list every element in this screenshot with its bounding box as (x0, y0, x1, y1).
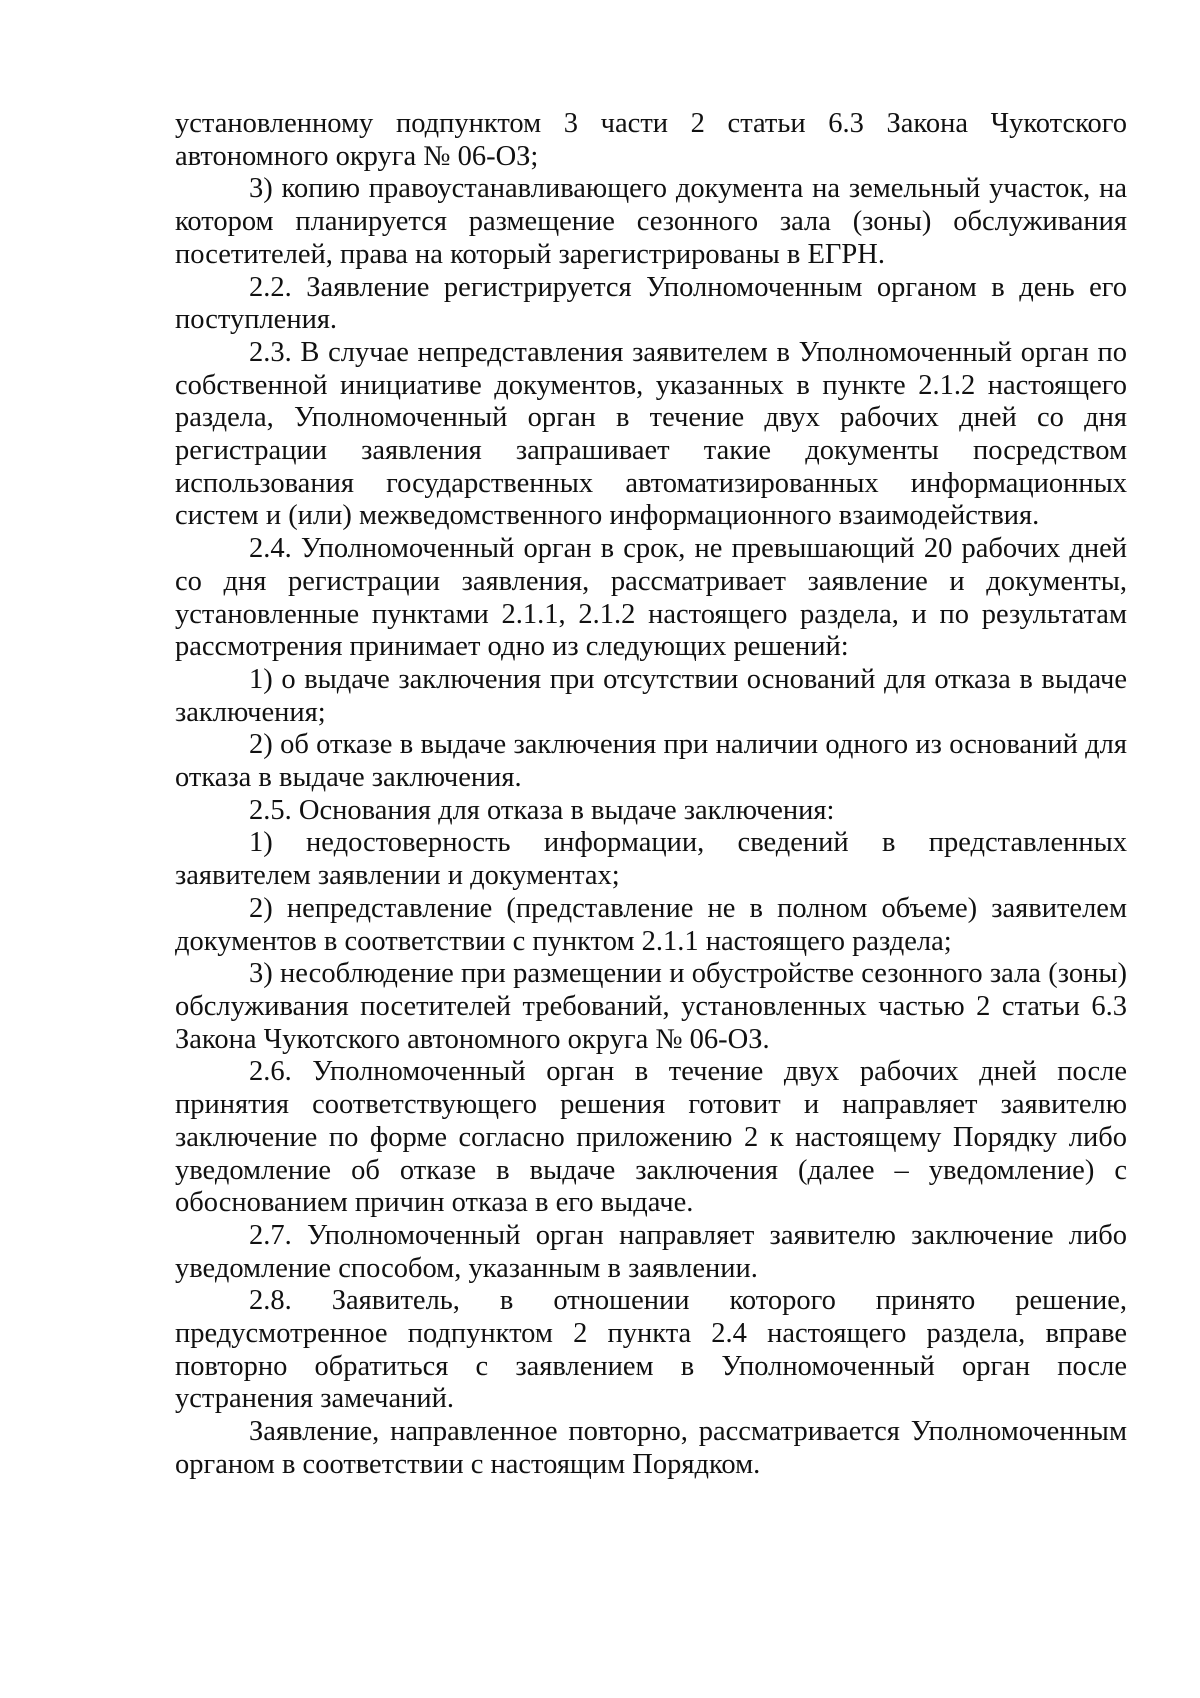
paragraph-2-3: 2.3. В случае непредставления заявителем в Уполномоченный орган по собственной инициативе документов, указанных в пункте 2.1.2 настоящего раздела, Уполномоченный орган в течение двух рабочих дней со дня регистрации заявления запрашивает такие документы посредством использования государственных автоматизированных информационных систем и (или) межведомственного информационного взаимодействия. (175, 336, 1127, 532)
paragraph-2-5-item-3: 3) несоблюдение при размещении и обустройстве сезонного зала (зоны) обслуживания посетителей требований, установленных частью 2 статьи 6.3 Закона Чукотского автономного округа № 06-ОЗ. (175, 958, 1127, 1055)
paragraph-2-6: 2.6. Уполномоченный орган в течение двух рабочих дней после принятия соответствующего решения готовит и направляет заявителю заключение по форме согласно приложению 2 к настоящему Порядку либо уведомление об отказе в выдаче заключения (далее – уведомление) с обоснованием причин отказа в его выдаче. (175, 1056, 1127, 1219)
paragraph-2-2: 2.2. Заявление регистрируется Уполномоченным органом в день его поступления. (175, 271, 1127, 336)
paragraph-continuation: установленному подпунктом 3 части 2 статьи 6.3 Закона Чукотского автономного округа № 06-ОЗ; (175, 108, 1127, 172)
paragraph-2-5: 2.5. Основания для отказа в выдаче заключения: (249, 794, 835, 826)
paragraph-repeat-application: Заявление, направленное повторно, рассматривается Уполномоченным органом в соответствии с настоящим Порядком. (175, 1416, 1127, 1480)
paragraph-2-4-item-1: 1) о выдаче заключения при отсутствии оснований для отказа в выдаче заключения; (175, 663, 1127, 728)
paragraph-2-8: 2.8. Заявитель, в отношении которого принято решение, предусмотренное подпунктом 2 пункта 2.4 настоящего раздела, вправе повторно обратиться с заявлением в Уполномоченный орган после устранения замечаний. (175, 1285, 1127, 1415)
paragraph-2-4-item-2: 2) об отказе в выдаче заключения при наличии одного из оснований для отказа в выдаче заключения. (175, 729, 1127, 794)
document-page (175, 108, 1127, 1482)
paragraph-2-5-item-1: 1) недостоверность информации, сведений в представленных заявителем заявлении и документах; (175, 827, 1127, 892)
paragraph-item-3: 3) копию правоустанавливающего документа на земельный участок, на котором планируется размещение сезонного зала (зоны) обслуживания посетителей, права на который зарегистрированы в ЕГРН. (175, 173, 1127, 270)
paragraph-2-5-item-2: 2) непредставление (представление не в полном объеме) заявителем документов в соответствии с пунктом 2.1.1 настоящего раздела; (175, 892, 1127, 957)
paragraph-2-4: 2.4. Уполномоченный орган в срок, не превышающий 20 рабочих дней со дня регистрации заявления, рассматривает заявление и документы, установленные пунктами 2.1.1, 2.1.2 настоящего раздела, и по результатам рассмотрения принимает одно из следующих решений: (175, 533, 1127, 663)
paragraph-2-7: 2.7. Уполномоченный орган направляет заявителю заключение либо уведомление способом, указанным в заявлении. (175, 1219, 1127, 1284)
